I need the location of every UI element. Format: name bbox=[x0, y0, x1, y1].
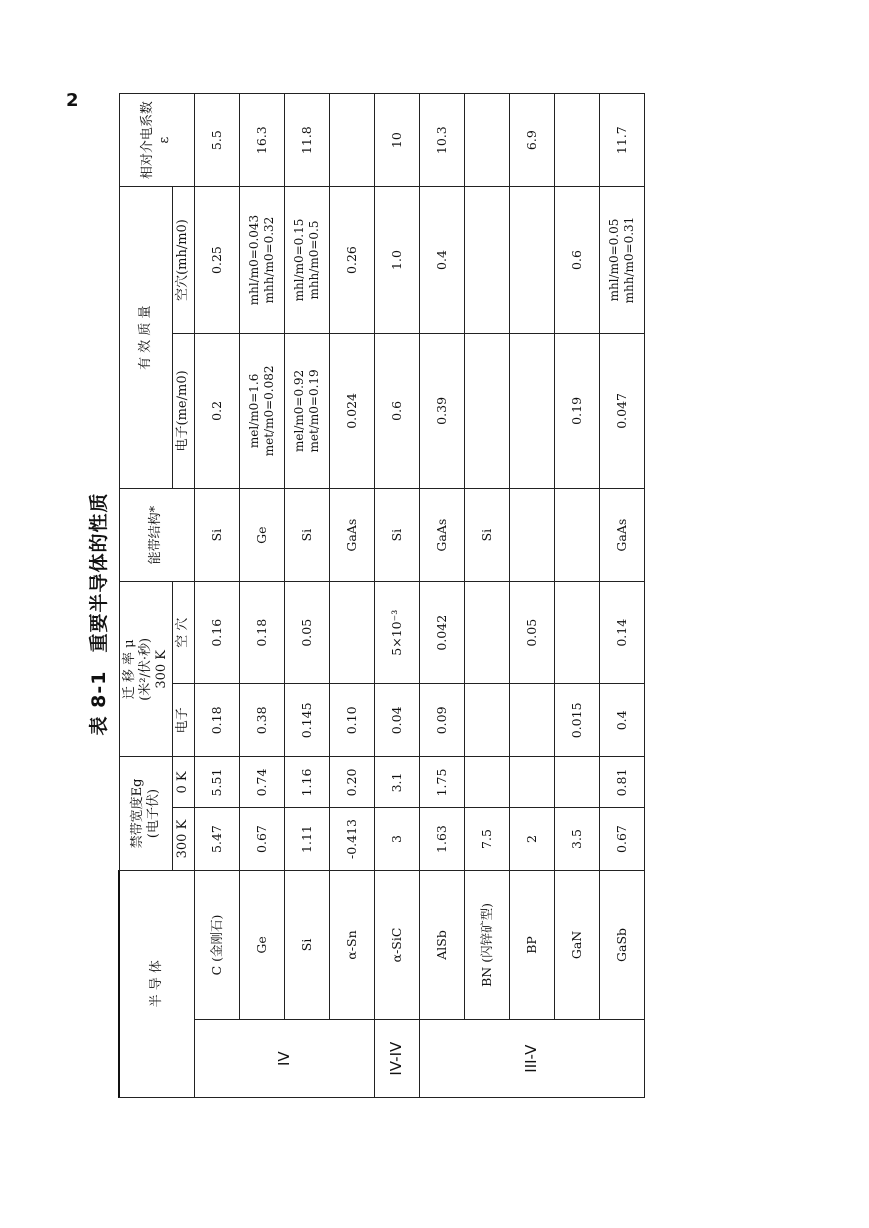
header-mobility bbox=[119, 582, 173, 757]
group-iv-iv: IV-IV bbox=[374, 1020, 419, 1098]
cell-me-1: 0.6 bbox=[388, 400, 404, 421]
cell-eg0 bbox=[509, 757, 554, 808]
semiconductor-properties-table bbox=[118, 93, 645, 1098]
cell-mh bbox=[599, 187, 644, 333]
header-t300: 300 K bbox=[173, 808, 194, 870]
cell-mu-e: 0.4 bbox=[599, 684, 644, 757]
cell-eg0: 3.1 bbox=[374, 757, 419, 808]
cell-band bbox=[554, 489, 599, 582]
cell-eps: 11.7 bbox=[599, 94, 644, 187]
cell-eps bbox=[329, 94, 374, 187]
cell-me-1: 0.047 bbox=[613, 392, 629, 429]
group-iii-v: III-V bbox=[419, 1020, 644, 1098]
header-mobility-temp: 300 K bbox=[154, 650, 169, 689]
header-dielectric bbox=[119, 94, 194, 187]
header-em-hole: 空穴(mh/m0) bbox=[173, 187, 194, 333]
cell-eg0 bbox=[464, 757, 509, 808]
cell-eg300: -0.413 bbox=[329, 808, 374, 870]
cell-band: Si bbox=[194, 489, 239, 582]
cell-band: GaAs bbox=[599, 489, 644, 582]
cell-mh bbox=[194, 187, 239, 333]
cell-mh-1: 0.4 bbox=[433, 250, 449, 270]
cell-band: Si bbox=[464, 489, 509, 582]
cell-eg0: 0.74 bbox=[239, 757, 284, 808]
cell-name: C (金刚石) bbox=[194, 870, 239, 1020]
cell-band: Si bbox=[284, 489, 329, 582]
table-row bbox=[284, 94, 329, 1098]
cell-me bbox=[419, 333, 464, 488]
header-dielectric-label: 相对介电系数 bbox=[140, 101, 156, 180]
cell-eg0 bbox=[554, 757, 599, 808]
header-t0: 0 K bbox=[173, 757, 194, 808]
cell-mu-h: 0.14 bbox=[599, 582, 644, 684]
cell-eps: 16.3 bbox=[239, 94, 284, 187]
cell-mu-h: 0.18 bbox=[239, 582, 284, 684]
cell-mh-1: 1.0 bbox=[388, 250, 404, 270]
cell-eg0: 1.16 bbox=[284, 757, 329, 808]
cell-mh-1: 0.26 bbox=[343, 246, 359, 274]
cell-mh-1: mhl/m0=0.043 bbox=[246, 214, 261, 306]
cell-mu-e: 0.145 bbox=[284, 684, 329, 757]
cell-mu-h: 0.042 bbox=[419, 582, 464, 684]
table-row bbox=[509, 94, 554, 1098]
cell-me bbox=[329, 333, 374, 488]
caption-title: 重要半导体的性质 bbox=[88, 492, 110, 653]
page-number: 2 bbox=[66, 90, 79, 111]
cell-mu-e: 0.18 bbox=[194, 684, 239, 757]
cell-name: AlSb bbox=[419, 870, 464, 1020]
cell-band: GaAs bbox=[329, 489, 374, 582]
cell-mh bbox=[509, 187, 554, 333]
cell-eg300: 2 bbox=[509, 808, 554, 870]
cell-me bbox=[239, 333, 284, 488]
cell-eg300: 1.63 bbox=[419, 808, 464, 870]
cell-me bbox=[599, 333, 644, 488]
cell-mh-2: mhh/m0=0.5 bbox=[306, 220, 321, 300]
cell-eps: 6.9 bbox=[509, 94, 554, 187]
cell-mu-e: 0.04 bbox=[374, 684, 419, 757]
cell-me bbox=[554, 333, 599, 488]
cell-mu-e: 0.09 bbox=[419, 684, 464, 757]
cell-eg300: 0.67 bbox=[239, 808, 284, 870]
cell-mh bbox=[329, 187, 374, 333]
cell-mu-e: 0.10 bbox=[329, 684, 374, 757]
cell-mu-h bbox=[554, 582, 599, 684]
cell-me bbox=[464, 333, 509, 488]
cell-eg300: 3.5 bbox=[554, 808, 599, 870]
cell-me-1: mel/m0=0.92 bbox=[291, 369, 306, 452]
cell-name: BN (闪锌矿型) bbox=[464, 870, 509, 1020]
header-dielectric-symbol: ε bbox=[156, 136, 172, 144]
cell-eg0: 5.51 bbox=[194, 757, 239, 808]
cell-me bbox=[194, 333, 239, 488]
cell-mh bbox=[374, 187, 419, 333]
cell-name: GaSb bbox=[599, 870, 644, 1020]
cell-me bbox=[284, 333, 329, 488]
cell-me-1: 0.39 bbox=[433, 396, 449, 425]
header-hole: 空 穴 bbox=[173, 582, 194, 684]
cell-mu-e bbox=[464, 684, 509, 757]
header-semiconductor: 半 导 体 bbox=[119, 870, 194, 1097]
cell-eps bbox=[554, 94, 599, 187]
table-header bbox=[119, 94, 194, 1098]
cell-name: Ge bbox=[239, 870, 284, 1020]
header-em-electron: 电子(me/m0) bbox=[173, 333, 194, 488]
cell-eps bbox=[464, 94, 509, 187]
cell-me-1: mel/m0=1.6 bbox=[246, 373, 261, 449]
cell-mu-h bbox=[464, 582, 509, 684]
cell-me-2: met/m0=0.19 bbox=[306, 369, 321, 453]
cell-band: GaAs bbox=[419, 489, 464, 582]
table-row bbox=[239, 94, 284, 1098]
table-row bbox=[464, 94, 509, 1098]
cell-me-1: 0.19 bbox=[568, 396, 584, 425]
cell-mh bbox=[419, 187, 464, 333]
header-effective-mass: 有 效 质 量 bbox=[119, 187, 173, 489]
cell-eps: 5.5 bbox=[194, 94, 239, 187]
group-iv: IV bbox=[194, 1020, 374, 1098]
cell-mh-2: mhh/m0=0.31 bbox=[621, 216, 636, 304]
cell-mh-1: 0.25 bbox=[208, 246, 224, 274]
cell-me-1: 0.024 bbox=[343, 392, 359, 429]
cell-mu-h: 0.16 bbox=[194, 582, 239, 684]
cell-eps: 11.8 bbox=[284, 94, 329, 187]
header-band-gap bbox=[119, 757, 173, 870]
cell-band bbox=[509, 489, 554, 582]
cell-mu-h: 5×10⁻³ bbox=[374, 582, 419, 684]
cell-mh-1: mhl/m0=0.05 bbox=[606, 218, 621, 302]
cell-name: α-Sn bbox=[329, 870, 374, 1020]
cell-mu-h: 0.05 bbox=[284, 582, 329, 684]
header-electron: 电子 bbox=[173, 684, 194, 757]
cell-me bbox=[509, 333, 554, 488]
table-row bbox=[194, 94, 239, 1098]
header-band-structure: 能带结构* bbox=[119, 489, 194, 582]
cell-mh bbox=[554, 187, 599, 333]
cell-me bbox=[374, 333, 419, 488]
table-row bbox=[554, 94, 599, 1098]
cell-name: BP bbox=[509, 870, 554, 1020]
cell-mu-e: 0.38 bbox=[239, 684, 284, 757]
cell-eg0: 0.20 bbox=[329, 757, 374, 808]
table-row bbox=[599, 94, 644, 1098]
table-row bbox=[329, 94, 374, 1098]
table-body bbox=[194, 94, 644, 1098]
cell-eg0: 1.75 bbox=[419, 757, 464, 808]
header-mobility-label: 迁 移 率 μ bbox=[121, 639, 137, 700]
cell-mh bbox=[464, 187, 509, 333]
cell-name: Si bbox=[284, 870, 329, 1020]
cell-mu-h: 0.05 bbox=[509, 582, 554, 684]
cell-mh-1: 0.6 bbox=[568, 250, 584, 270]
cell-band: Si bbox=[374, 489, 419, 582]
caption-number: 表 8-1 bbox=[88, 670, 110, 736]
header-band-gap-label: 禁带宽度Eg bbox=[129, 778, 145, 849]
cell-eps: 10.3 bbox=[419, 94, 464, 187]
cell-eg300: 7.5 bbox=[464, 808, 509, 870]
cell-mu-e: 0.015 bbox=[554, 684, 599, 757]
table-row bbox=[419, 94, 464, 1098]
cell-mu-h bbox=[329, 582, 374, 684]
cell-eps: 10 bbox=[374, 94, 419, 187]
cell-me-1: 0.2 bbox=[208, 400, 224, 421]
cell-name: α-SiC bbox=[374, 870, 419, 1020]
cell-mh bbox=[239, 187, 284, 333]
cell-mh-1: mhl/m0=0.15 bbox=[291, 218, 306, 302]
cell-band: Ge bbox=[239, 489, 284, 582]
cell-mu-e bbox=[509, 684, 554, 757]
cell-eg300: 0.67 bbox=[599, 808, 644, 870]
cell-mh bbox=[284, 187, 329, 333]
header-mobility-unit: (米²/伏·秒) bbox=[137, 637, 153, 701]
cell-name: GaN bbox=[554, 870, 599, 1020]
cell-eg300: 3 bbox=[374, 808, 419, 870]
cell-me-2: met/m0=0.082 bbox=[261, 365, 276, 457]
cell-eg300: 5.47 bbox=[194, 808, 239, 870]
table-caption bbox=[84, 0, 111, 1228]
header-band-gap-unit: (电子伏) bbox=[145, 788, 161, 839]
cell-mh-2: mhh/m0=0.32 bbox=[261, 216, 276, 304]
cell-eg300: 1.11 bbox=[284, 808, 329, 870]
cell-eg0: 0.81 bbox=[599, 757, 644, 808]
table-row bbox=[374, 94, 419, 1098]
